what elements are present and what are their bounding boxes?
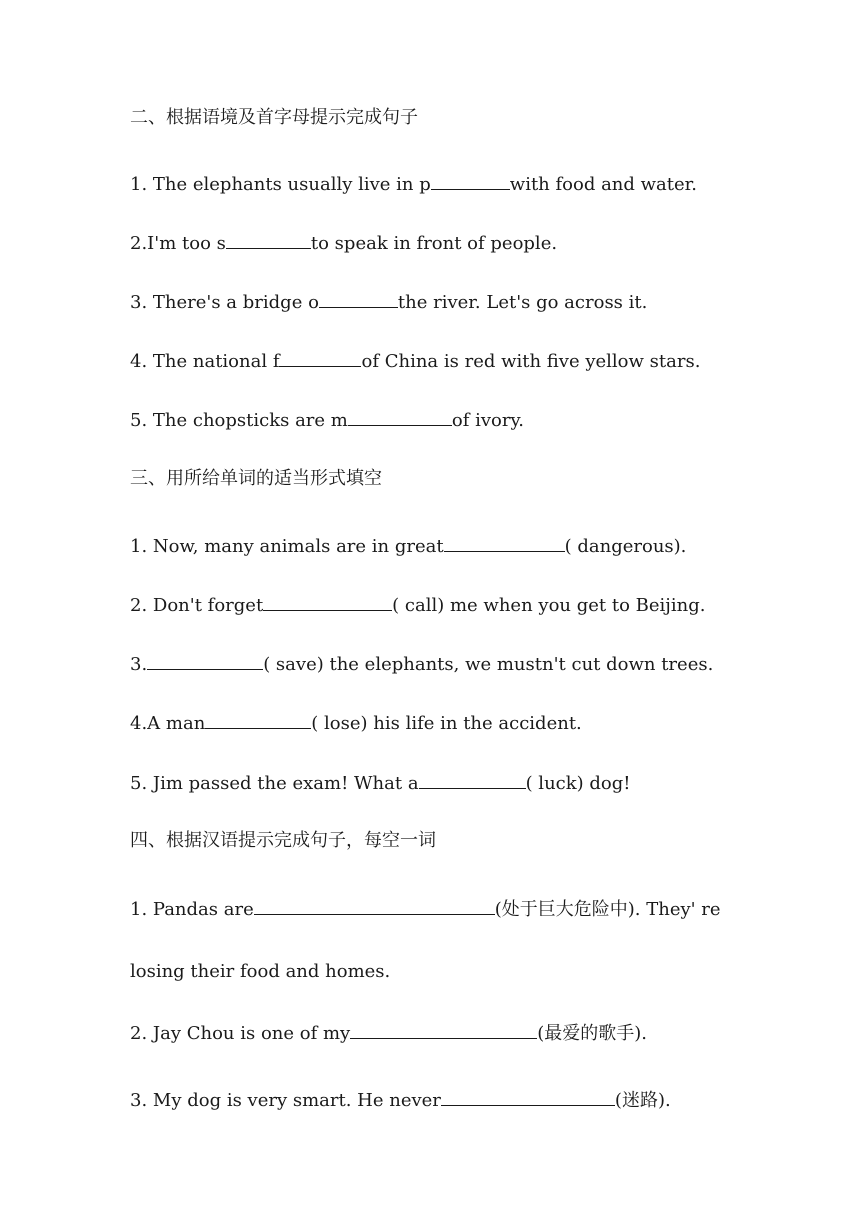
s3-question-2	[130, 592, 705, 618]
s4-q2-after: (最爱的歌手).	[537, 1023, 648, 1044]
s3-question-4	[130, 710, 582, 736]
s2-q4-after: of China is red with five yellow stars.	[361, 351, 701, 372]
s3-q5-before: 5. Jim passed the exam! What a	[130, 773, 419, 794]
s4-q1-blank[interactable]	[254, 896, 495, 915]
s4-q3-before: 3. My dog is very smart. He never	[130, 1090, 441, 1111]
section-2-heading: 二、根据语境及首字母提示完成句子	[130, 107, 418, 128]
s3-q5-blank[interactable]	[419, 770, 526, 789]
s4-question-2	[130, 1020, 647, 1046]
s2-q1-blank[interactable]	[431, 171, 510, 190]
s3-q5-after: ( luck) dog!	[525, 773, 631, 794]
s3-q2-blank[interactable]	[263, 592, 392, 611]
s2-q3-before: 3. There's a bridge o	[130, 292, 319, 313]
s4-question-1	[130, 896, 721, 922]
s4-q2-blank[interactable]	[350, 1020, 537, 1039]
s2-q2-after: to speak in front of people.	[310, 233, 558, 254]
s2-q5-after: of ivory.	[451, 410, 524, 431]
s2-q4-before: 4. The national f	[130, 351, 280, 372]
s4-q1-after: (处于巨大危险中). They' re	[494, 899, 721, 920]
s2-q1-before: 1. The elephants usually live in p	[130, 174, 431, 195]
s2-question-4	[130, 348, 700, 374]
s3-q1-after: ( dangerous).	[564, 536, 687, 557]
s2-question-5	[130, 407, 524, 433]
s4-question-3	[130, 1087, 671, 1113]
s2-question-1	[130, 171, 697, 197]
s3-question-1	[130, 533, 686, 559]
s2-q3-blank[interactable]	[319, 289, 398, 308]
s3-question-3	[130, 651, 713, 677]
s3-q2-after: ( call) me when you get to Beijing.	[392, 595, 706, 616]
s2-q3-after: the river. Let's go across it.	[397, 292, 648, 313]
s2-q1-after: with food and water.	[509, 174, 698, 195]
s4-q2-before: 2. Jay Chou is one of my	[130, 1023, 351, 1044]
s2-q4-blank[interactable]	[279, 348, 361, 367]
s2-q2-before: 2.I'm too s	[130, 233, 226, 254]
s3-q4-after: ( lose) his life in the accident.	[311, 713, 582, 734]
s3-q1-before: 1. Now, many animals are in great	[130, 536, 444, 557]
s3-q4-blank[interactable]	[205, 710, 311, 729]
s2-q2-blank[interactable]	[226, 230, 311, 249]
s4-q3-after: (迷路).	[614, 1090, 671, 1111]
s3-q1-blank[interactable]	[444, 533, 565, 552]
s3-q3-before: 3.	[130, 654, 148, 675]
s2-q5-blank[interactable]	[348, 407, 452, 426]
s3-q3-after: ( save) the elephants, we mustn't cut down trees.	[263, 654, 714, 675]
s3-question-5	[130, 770, 631, 796]
s4-q1-before: 1. Pandas are	[130, 899, 254, 920]
s2-question-2	[130, 230, 557, 256]
s3-q3-blank[interactable]	[147, 651, 263, 670]
s3-q2-before: 2. Don't forget	[130, 595, 264, 616]
section-3-heading: 三、用所给单词的适当形式填空	[130, 468, 382, 489]
s2-q5-before: 5. The chopsticks are m	[130, 410, 348, 431]
s3-q4-before: 4.A man	[130, 713, 206, 734]
s4-question-1-continuation: losing their food and homes.	[130, 961, 391, 982]
section-4-heading: 四、根据汉语提示完成句子，每空一词	[130, 830, 436, 851]
s4-q3-blank[interactable]	[441, 1087, 615, 1106]
s2-question-3	[130, 289, 647, 315]
